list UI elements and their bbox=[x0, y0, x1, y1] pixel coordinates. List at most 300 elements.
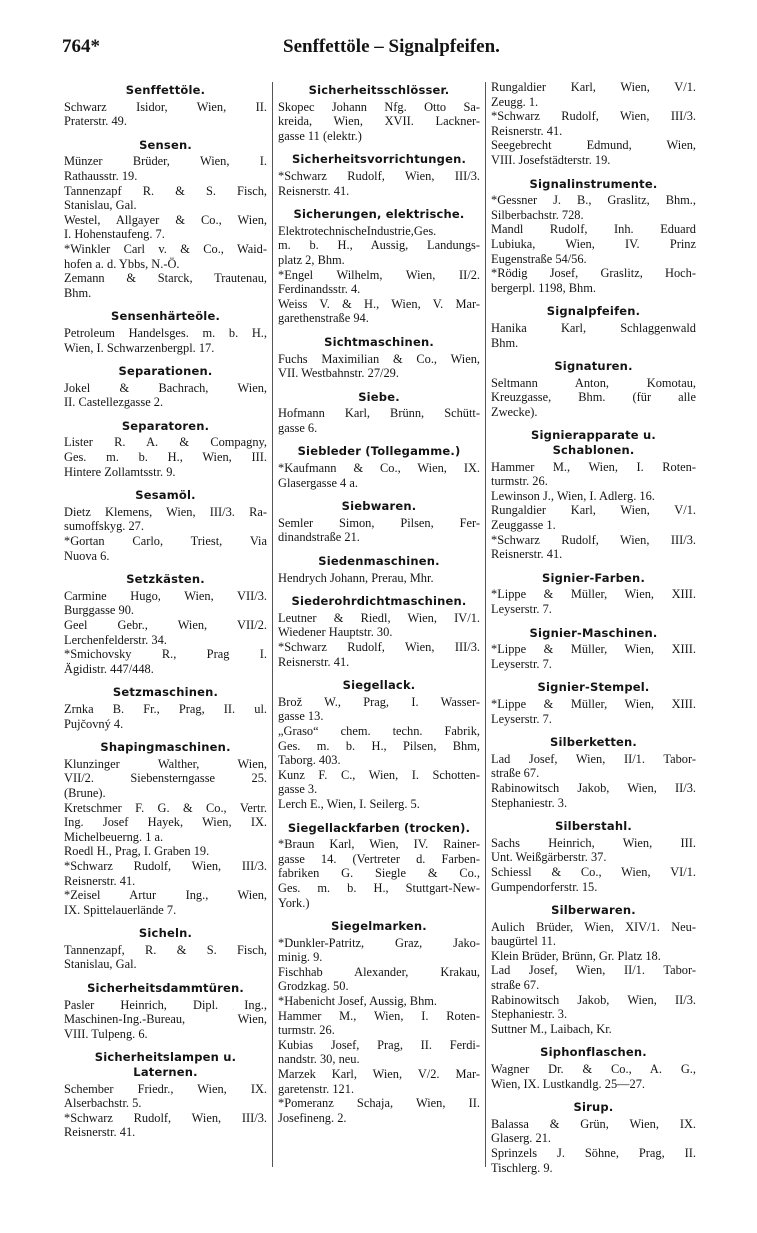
entry-line: Rabinowitsch Jakob, Wien, II/3. bbox=[491, 992, 696, 1007]
directory-entry bbox=[64, 702, 267, 731]
entry-line: straße 67. bbox=[491, 978, 540, 993]
directory-entry bbox=[491, 222, 696, 266]
section-heading: Siegellackfarben (trocken). bbox=[287, 820, 471, 835]
entry-line: Dietz Klemens, Wien, III/3. Ra- bbox=[64, 504, 267, 519]
entry-line: VII. Westbahnstr. 27/29. bbox=[278, 366, 399, 381]
directory-entry bbox=[64, 943, 267, 972]
directory-section bbox=[64, 1050, 267, 1140]
entry-line: Praterstr. 49. bbox=[64, 114, 127, 129]
directory-entry bbox=[491, 752, 696, 781]
directory-entry bbox=[491, 697, 696, 726]
entry-line: gasse 3. bbox=[278, 782, 318, 797]
section-heading: Setzkästen. bbox=[126, 572, 205, 587]
directory-entry bbox=[491, 920, 696, 949]
entry-line: garethenstraße 94. bbox=[278, 311, 369, 326]
entry-line: nandstr. 30, neu. bbox=[278, 1052, 360, 1067]
directory-section bbox=[278, 152, 480, 198]
directory-section bbox=[491, 80, 696, 168]
entry-line: Petroleum Handelsges. m. b. H., bbox=[64, 325, 267, 340]
column-right bbox=[491, 80, 696, 1175]
entry-line: Münzer Brüder, Wien, I. bbox=[64, 154, 267, 169]
section-heading: Signierapparate u. Schablonen. bbox=[531, 428, 656, 458]
entry-line: Nuova 6. bbox=[64, 548, 110, 563]
section-heading: Siedenmaschinen. bbox=[318, 554, 440, 569]
section-heading: Signier-Farben. bbox=[541, 570, 646, 585]
entry-line: *Schwarz Rudolf, Wien, III/3. bbox=[64, 1110, 267, 1125]
directory-entry bbox=[64, 589, 267, 618]
entry-line: Schember Friedr., Wien, IX. bbox=[64, 1081, 267, 1096]
entry-line: VIII. Tulpeng. 6. bbox=[64, 1026, 148, 1041]
section-heading: Shapingmaschinen. bbox=[100, 740, 231, 755]
entry-line: Westel, Allgayer & Co., Wien, bbox=[64, 212, 267, 227]
directory-section bbox=[278, 678, 480, 811]
entry-line: Hanika Karl, Schlaggenwald bbox=[491, 320, 696, 335]
entry-line: Mandl Rudolf, Inh. Eduard bbox=[491, 222, 696, 237]
directory-section bbox=[64, 981, 267, 1041]
entry-line: Tannenzapf R. & S. Fisch, bbox=[64, 183, 267, 198]
directory-entry bbox=[64, 100, 267, 129]
directory-entry bbox=[278, 768, 480, 797]
directory-entry bbox=[491, 80, 696, 109]
entry-line: Lerch E., Wien, I. Seilerg. 5. bbox=[278, 796, 420, 811]
entry-line: Michelbeuerng. 1 a. bbox=[64, 829, 164, 844]
entry-line: Ing. Josef Hayek, Wien, IX. bbox=[64, 815, 267, 830]
directory-entry bbox=[278, 516, 480, 545]
entry-line: *Gessner J. B., Graslitz, Bhm., bbox=[491, 193, 696, 208]
directory-entry bbox=[64, 859, 267, 888]
entry-line: (Brune). bbox=[64, 785, 106, 800]
entry-line: Reisnerstr. 41. bbox=[278, 654, 350, 669]
entry-line: m. b. H., Aussig, Landungs- bbox=[278, 238, 480, 253]
section-heading: Senffettöle. bbox=[125, 83, 206, 97]
directory-entry bbox=[64, 242, 267, 271]
entry-line: Tischlerg. 9. bbox=[491, 1160, 553, 1175]
directory-section bbox=[278, 919, 480, 1125]
directory-entry bbox=[64, 844, 267, 859]
entry-line: Schiessl & Co., Wien, VI/1. bbox=[491, 864, 696, 879]
section-heading: Sensen. bbox=[139, 137, 192, 152]
directory-entry bbox=[278, 837, 480, 910]
section-heading: Siebe. bbox=[358, 389, 400, 404]
entry-line: *Schwarz Rudolf, Wien, III/3. bbox=[491, 532, 696, 547]
section-heading: Separationen. bbox=[118, 364, 213, 379]
entry-line: Maschinen-Ing.-Bureau, Wien, bbox=[64, 1012, 267, 1027]
entry-line: Geel Gebr., Wien, VII/2. bbox=[64, 618, 267, 632]
entry-line: Lad Josef, Wien, II/1. Tabor- bbox=[491, 963, 696, 978]
section-heading: Signier-Stempel. bbox=[537, 680, 650, 695]
entry-line: *Lippe & Müller, Wien, XIII. bbox=[491, 642, 696, 657]
directory-entry bbox=[278, 100, 480, 144]
entry-line: Zeuggasse 1. bbox=[491, 518, 556, 533]
entry-line: Eugenstraße 54/56. bbox=[491, 251, 587, 266]
entry-line: Glaserg. 21. bbox=[491, 1131, 551, 1146]
column-divider bbox=[272, 82, 273, 1167]
entry-line: Aulich Brüder, Wien, XIV/1. Neu- bbox=[491, 919, 696, 934]
entry-line: Zrnka B. Fr., Prag, II. ul. bbox=[64, 701, 267, 716]
section-heading: Sirup. bbox=[573, 1100, 614, 1115]
directory-entry bbox=[278, 352, 480, 381]
directory-section bbox=[491, 903, 696, 1036]
directory-entry bbox=[278, 724, 480, 768]
directory-entry bbox=[64, 184, 267, 213]
entry-line: Bhm. bbox=[64, 285, 92, 300]
entry-line: *Gortan Carlo, Triest, Via bbox=[64, 534, 267, 549]
directory-section bbox=[64, 685, 267, 731]
section-heading: Sicherheitsdammtüren. bbox=[87, 981, 244, 996]
entry-line: ElektrotechnischeIndustrie,Ges. bbox=[278, 223, 437, 238]
directory-entry bbox=[278, 994, 480, 1009]
directory-entry bbox=[278, 1096, 480, 1125]
directory-section bbox=[64, 926, 267, 972]
entry-line: Kreuzgasse, Bhm. (für alle bbox=[491, 390, 696, 405]
directory-entry bbox=[278, 611, 480, 640]
entry-line: Suttner M., Laibach, Kr. bbox=[491, 1021, 612, 1036]
section-heading: Sensenhärteöle. bbox=[110, 309, 221, 324]
entry-line: Josefineng. 2. bbox=[278, 1110, 347, 1125]
entry-line: Wien, I. Schwarzenbergpl. 17. bbox=[64, 340, 215, 355]
directory-entry bbox=[64, 505, 267, 534]
entry-line: Ägidistr. 447/448. bbox=[64, 661, 154, 676]
directory-section bbox=[491, 680, 696, 726]
entry-line: Reisnerstr. 41. bbox=[491, 123, 563, 138]
entry-line: Reisnerstr. 41. bbox=[64, 1125, 136, 1140]
directory-entry bbox=[491, 963, 696, 992]
entry-line: Rungaldier Karl, Wien, V/1. bbox=[491, 80, 696, 94]
entry-line: Gumpendorferstr. 15. bbox=[491, 879, 598, 894]
directory-entry bbox=[491, 138, 696, 167]
directory-entry bbox=[64, 1082, 267, 1111]
entry-line: Zwecke). bbox=[491, 404, 538, 419]
section-heading: Sicherheitsschlösser. bbox=[308, 83, 450, 97]
entry-line: *Schwarz Rudolf, Wien, III/3. bbox=[278, 168, 480, 183]
directory-entry bbox=[491, 1062, 696, 1091]
page-number: 764* bbox=[62, 36, 100, 57]
entry-line: gasse 13. bbox=[278, 709, 324, 724]
directory-entry bbox=[64, 647, 267, 676]
entry-line: Stephaniestr. 3. bbox=[491, 795, 568, 810]
directory-entry bbox=[64, 618, 267, 647]
entry-line: gasse 14. (Vertreter d. Farben- bbox=[278, 851, 480, 866]
directory-section bbox=[278, 821, 480, 911]
entry-line: Rathausstr. 19. bbox=[64, 168, 138, 183]
directory-entry bbox=[278, 1038, 480, 1067]
directory-entry bbox=[491, 642, 696, 671]
entry-line: Brož W., Prag, I. Wasser- bbox=[278, 694, 480, 709]
directory-entry bbox=[491, 781, 696, 810]
directory-section bbox=[64, 364, 267, 410]
directory-entry bbox=[64, 213, 267, 242]
entry-line: Lerchenfelderstr. 34. bbox=[64, 632, 167, 647]
directory-section bbox=[278, 444, 480, 490]
section-heading: Signalinstrumente. bbox=[529, 176, 658, 191]
directory-section bbox=[491, 304, 696, 350]
directory-entry bbox=[278, 268, 480, 297]
directory-section bbox=[64, 419, 267, 479]
directory-entry bbox=[278, 169, 480, 198]
entry-line: Silberbachstr. 728. bbox=[491, 207, 584, 222]
entry-line: Wagner Dr. & Co., A. G., bbox=[491, 1062, 696, 1077]
section-heading: Sicherungen, elektrische. bbox=[293, 207, 465, 222]
entry-line: *Rödig Josef, Graslitz, Hoch- bbox=[491, 266, 696, 281]
entry-line: *Lippe & Müller, Wien, XIII. bbox=[491, 587, 696, 602]
entry-line: fabriken G. Siegle & Co., bbox=[278, 866, 480, 881]
section-heading: Siederohrdichtmaschinen. bbox=[291, 594, 467, 609]
page-header bbox=[0, 36, 757, 62]
entry-line: „Graso“ chem. techn. Fabrik, bbox=[278, 723, 480, 738]
entry-line: VII/2. Siebensterngasse 25. bbox=[64, 771, 267, 786]
section-heading: Setzmaschinen. bbox=[112, 685, 219, 700]
entry-line: garetenstr. 121. bbox=[278, 1081, 355, 1096]
directory-entry bbox=[64, 271, 267, 300]
entry-line: Roedl H., Prag, I. Graben 19. bbox=[64, 844, 210, 859]
directory-section bbox=[491, 359, 696, 419]
entry-line: I. Hohenstaufeng. 7. bbox=[64, 227, 165, 242]
directory-section bbox=[64, 138, 267, 301]
entry-line: Lewinson J., Wien, I. Adlerg. 16. bbox=[491, 488, 655, 503]
directory-section bbox=[64, 309, 267, 355]
entry-line: Unt. Weißgärberstr. 37. bbox=[491, 850, 607, 865]
column-divider bbox=[485, 82, 486, 1167]
entry-line: minig. 9. bbox=[278, 950, 323, 965]
directory-entry bbox=[491, 587, 696, 616]
section-heading: Sichtmaschinen. bbox=[324, 334, 434, 349]
directory-section bbox=[491, 626, 696, 672]
directory-entry bbox=[278, 640, 480, 669]
directory-entry bbox=[64, 801, 267, 845]
section-heading: Sicherheitslampen u. Laternen. bbox=[94, 1050, 237, 1080]
directory-section bbox=[64, 572, 267, 676]
directory-section bbox=[491, 819, 696, 894]
section-heading: Sesamöl. bbox=[135, 488, 196, 503]
directory-entry bbox=[491, 489, 696, 504]
directory-entry bbox=[64, 888, 267, 917]
entry-line: dinandstraße 21. bbox=[278, 530, 360, 545]
directory-section bbox=[491, 735, 696, 810]
entry-line: Lubiuka, Wien, IV. Prinz bbox=[491, 236, 696, 251]
directory-entry bbox=[278, 965, 480, 994]
entry-line: baugürtel 11. bbox=[491, 934, 556, 949]
entry-line: *Engel Wilhelm, Wien, II/2. bbox=[278, 267, 480, 282]
directory-entry bbox=[491, 503, 696, 532]
directory-entry bbox=[278, 1009, 480, 1038]
directory-entry bbox=[64, 1111, 267, 1140]
entry-line: Balassa & Grün, Wien, IX. bbox=[491, 1116, 696, 1131]
entry-line: kreida, Wien, XVII. Lackner- bbox=[278, 114, 480, 129]
entry-line: Ges. m. b. H., Wien, III. bbox=[64, 450, 267, 465]
entry-line: Seegebrecht Edmund, Wien, bbox=[491, 138, 696, 153]
entry-line: Reisnerstr. 41. bbox=[64, 873, 136, 888]
entry-line: Klunzinger Walther, Wien, bbox=[64, 756, 267, 771]
directory-entry bbox=[491, 460, 696, 489]
directory-entry bbox=[491, 533, 696, 562]
entry-line: Hendrych Johann, Prerau, Mhr. bbox=[278, 570, 434, 585]
entry-line: Alserbachstr. 5. bbox=[64, 1096, 142, 1111]
entry-line: *Dunkler-Patritz, Graz, Jako- bbox=[278, 935, 480, 950]
directory-entry bbox=[491, 1117, 696, 1146]
directory-section bbox=[278, 207, 480, 326]
directory-entry bbox=[64, 757, 267, 801]
entry-line: Hammer M., Wien, I. Roten- bbox=[491, 459, 696, 474]
section-heading: Separatoren. bbox=[121, 418, 210, 433]
entry-line: *Schwarz Rudolf, Wien, III/3. bbox=[64, 858, 267, 873]
entry-line: straße 67. bbox=[491, 766, 540, 781]
directory-entry bbox=[491, 321, 696, 350]
entry-line: sumoffskyg. 27. bbox=[64, 519, 144, 534]
directory-entry bbox=[278, 406, 480, 435]
entry-line: Rungaldier Karl, Wien, V/1. bbox=[491, 503, 696, 518]
column-middle bbox=[278, 80, 480, 1125]
entry-line: Zemann & Starck, Trautenau, bbox=[64, 271, 267, 286]
directory-entry bbox=[278, 461, 480, 490]
entry-line: Reisnerstr. 41. bbox=[278, 183, 350, 198]
section-heading: Silberwaren. bbox=[551, 903, 636, 918]
entry-line: Leyserstr. 7. bbox=[491, 602, 552, 616]
entry-line: Taborg. 403. bbox=[278, 753, 341, 768]
entry-line: Zeugg. 1. bbox=[491, 94, 539, 109]
entry-line: Reisnerstr. 41. bbox=[491, 547, 563, 562]
entry-line: Hammer M., Wien, I. Roten- bbox=[278, 1008, 480, 1023]
entry-line: *Schwarz Rudolf, Wien, III/3. bbox=[491, 109, 696, 124]
entry-line: Ferdinandsstr. 4. bbox=[278, 282, 361, 297]
directory-entry bbox=[491, 1022, 696, 1037]
entry-line: Leyserstr. 7. bbox=[491, 656, 552, 671]
entry-line: hofen a. d. Ybbs, N.-Ö. bbox=[64, 256, 180, 271]
directory-entry bbox=[278, 224, 480, 268]
entry-line: Stanislau, Gal. bbox=[64, 957, 137, 972]
entry-line: Ges. m. b. H., Stuttgart-New- bbox=[278, 880, 480, 895]
section-heading: Signalpfeifen. bbox=[546, 304, 641, 319]
directory-entry bbox=[491, 109, 696, 138]
directory-entry bbox=[491, 949, 696, 964]
directory-entry bbox=[278, 297, 480, 326]
entry-line: *Kaufmann & Co., Wien, IX. bbox=[278, 461, 480, 476]
directory-section bbox=[278, 390, 480, 436]
directory-section bbox=[64, 740, 267, 917]
section-heading: Silberketten. bbox=[550, 735, 637, 750]
entry-line: Burggasse 90. bbox=[64, 603, 134, 618]
entry-line: *Lippe & Müller, Wien, XIII. bbox=[491, 696, 696, 711]
entry-line: Pasler Heinrich, Dipl. Ing., bbox=[64, 997, 267, 1012]
directory-entry bbox=[64, 154, 267, 183]
directory-section bbox=[278, 83, 480, 143]
section-heading: Sicherheitsvorrichtungen. bbox=[291, 152, 467, 167]
directory-entry bbox=[64, 435, 267, 479]
directory-section bbox=[491, 1045, 696, 1091]
entry-line: Wien, IX. Lustkandlg. 25—27. bbox=[491, 1076, 646, 1091]
entry-line: Stephaniestr. 3. bbox=[491, 1007, 568, 1022]
directory-section bbox=[64, 488, 267, 563]
entry-line: bergerpl. 1198, Bhm. bbox=[491, 280, 596, 295]
entry-line: Hofmann Karl, Brünn, Schütt- bbox=[278, 406, 480, 421]
section-heading: Siphonflaschen. bbox=[540, 1045, 647, 1060]
entry-line: Stanislau, Gal. bbox=[64, 198, 137, 213]
entry-line: Glasergasse 4 a. bbox=[278, 475, 358, 490]
directory-entry bbox=[491, 836, 696, 865]
directory-entry bbox=[64, 998, 267, 1042]
entry-line: Bhm. bbox=[491, 335, 519, 350]
directory-entry bbox=[491, 1146, 696, 1175]
entry-line: Carmine Hugo, Wien, VII/3. bbox=[64, 588, 267, 603]
entry-line: Skopec Johann Nfg. Otto Sa- bbox=[278, 99, 480, 114]
entry-line: Seltmann Anton, Komotau, bbox=[491, 375, 696, 390]
directory-entry bbox=[278, 1067, 480, 1096]
entry-line: gasse 6. bbox=[278, 420, 318, 435]
entry-line: Lister R. A. & Compagny, bbox=[64, 435, 267, 450]
directory-section bbox=[278, 335, 480, 381]
directory-section bbox=[278, 594, 480, 669]
section-heading: Sicheln. bbox=[138, 926, 193, 941]
directory-section bbox=[491, 571, 696, 617]
directory-entry bbox=[278, 695, 480, 724]
entry-line: *Zeisel Artur Ing., Wien, bbox=[64, 888, 267, 903]
directory-entry bbox=[491, 993, 696, 1022]
entry-line: platz 2, Bhm. bbox=[278, 252, 345, 267]
entry-line: Rabinowitsch Jakob, Wien, II/3. bbox=[491, 780, 696, 795]
entry-line: Sachs Heinrich, Wien, III. bbox=[491, 835, 696, 850]
directory-entry bbox=[278, 571, 480, 586]
entry-line: Hintere Zollamtsstr. 9. bbox=[64, 464, 176, 479]
column-left bbox=[64, 80, 267, 1140]
section-heading: Siebleder (Tollegamme.) bbox=[297, 444, 461, 459]
section-heading: Siebwaren. bbox=[341, 499, 417, 514]
entry-line: Schwarz Isidor, Wien, II. bbox=[64, 99, 267, 114]
entry-line: *Habenicht Josef, Aussig, Bhm. bbox=[278, 994, 438, 1009]
entry-line: VIII. Josefstädterstr. 19. bbox=[491, 152, 611, 167]
entry-line: Fischhab Alexander, Krakau, bbox=[278, 964, 480, 979]
entry-line: Fuchs Maximilian & Co., Wien, bbox=[278, 351, 480, 366]
entry-line: Leyserstr. 7. bbox=[491, 711, 552, 726]
entry-line: Kubias Josef, Prag, II. Ferdi- bbox=[278, 1037, 480, 1052]
entry-line: Semler Simon, Pilsen, Fer- bbox=[278, 515, 480, 530]
entry-line: Weiss V. & H., Wien, V. Mar- bbox=[278, 296, 480, 311]
directory-entry bbox=[64, 534, 267, 563]
directory-section bbox=[491, 428, 696, 561]
entry-line: Kretschmer F. G. & Co., Vertr. bbox=[64, 800, 267, 815]
entry-line: Kunz F. C., Wien, I. Schotten- bbox=[278, 767, 480, 782]
entry-line: IX. Spittelauerlände 7. bbox=[64, 902, 177, 917]
entry-line: *Schwarz Rudolf, Wien, III/3. bbox=[278, 640, 480, 654]
entry-line: gasse 11 (elektr.) bbox=[278, 128, 362, 143]
entry-line: *Braun Karl, Wien, IV. Rainer- bbox=[278, 837, 480, 852]
directory-section bbox=[491, 177, 696, 296]
entry-line: Ges. m. b. H., Pilsen, Bhm, bbox=[278, 738, 480, 753]
directory-entry bbox=[278, 797, 480, 812]
running-title: Senffettöle – Signalpfeifen. bbox=[283, 36, 500, 57]
directory-entry bbox=[278, 936, 480, 965]
entry-line: Tannenzapf, R. & S. Fisch, bbox=[64, 942, 267, 957]
entry-line: Wiedener Hauptstr. 30. bbox=[278, 625, 393, 640]
section-heading: Silberstahl. bbox=[555, 819, 632, 834]
directory-section bbox=[64, 83, 267, 129]
section-heading: Siegellack. bbox=[342, 678, 416, 693]
directory-entry bbox=[64, 381, 267, 410]
section-heading: Signier-Maschinen. bbox=[529, 625, 658, 640]
directory-section bbox=[278, 499, 480, 545]
section-heading: Signaturen. bbox=[554, 359, 633, 374]
directory-entry bbox=[64, 326, 267, 355]
directory-section bbox=[491, 1100, 696, 1175]
entry-line: Marzek Karl, Wien, V/2. Mar- bbox=[278, 1067, 480, 1082]
entry-line: turmstr. 26. bbox=[278, 1023, 335, 1038]
entry-line: *Pomeranz Schaja, Wien, II. bbox=[278, 1096, 480, 1111]
entry-line: Sprinzels J. Söhne, Prag, II. bbox=[491, 1146, 696, 1160]
entry-line: *Winkler Carl v. & Co., Waid- bbox=[64, 241, 267, 256]
entry-line: Lad Josef, Wien, II/1. Tabor- bbox=[491, 751, 696, 766]
entry-line: Pujčovný 4. bbox=[64, 716, 124, 731]
entry-line: Klein Brüder, Brünn, Gr. Platz 18. bbox=[491, 948, 661, 963]
directory-entry bbox=[491, 193, 696, 222]
directory-section bbox=[278, 554, 480, 585]
